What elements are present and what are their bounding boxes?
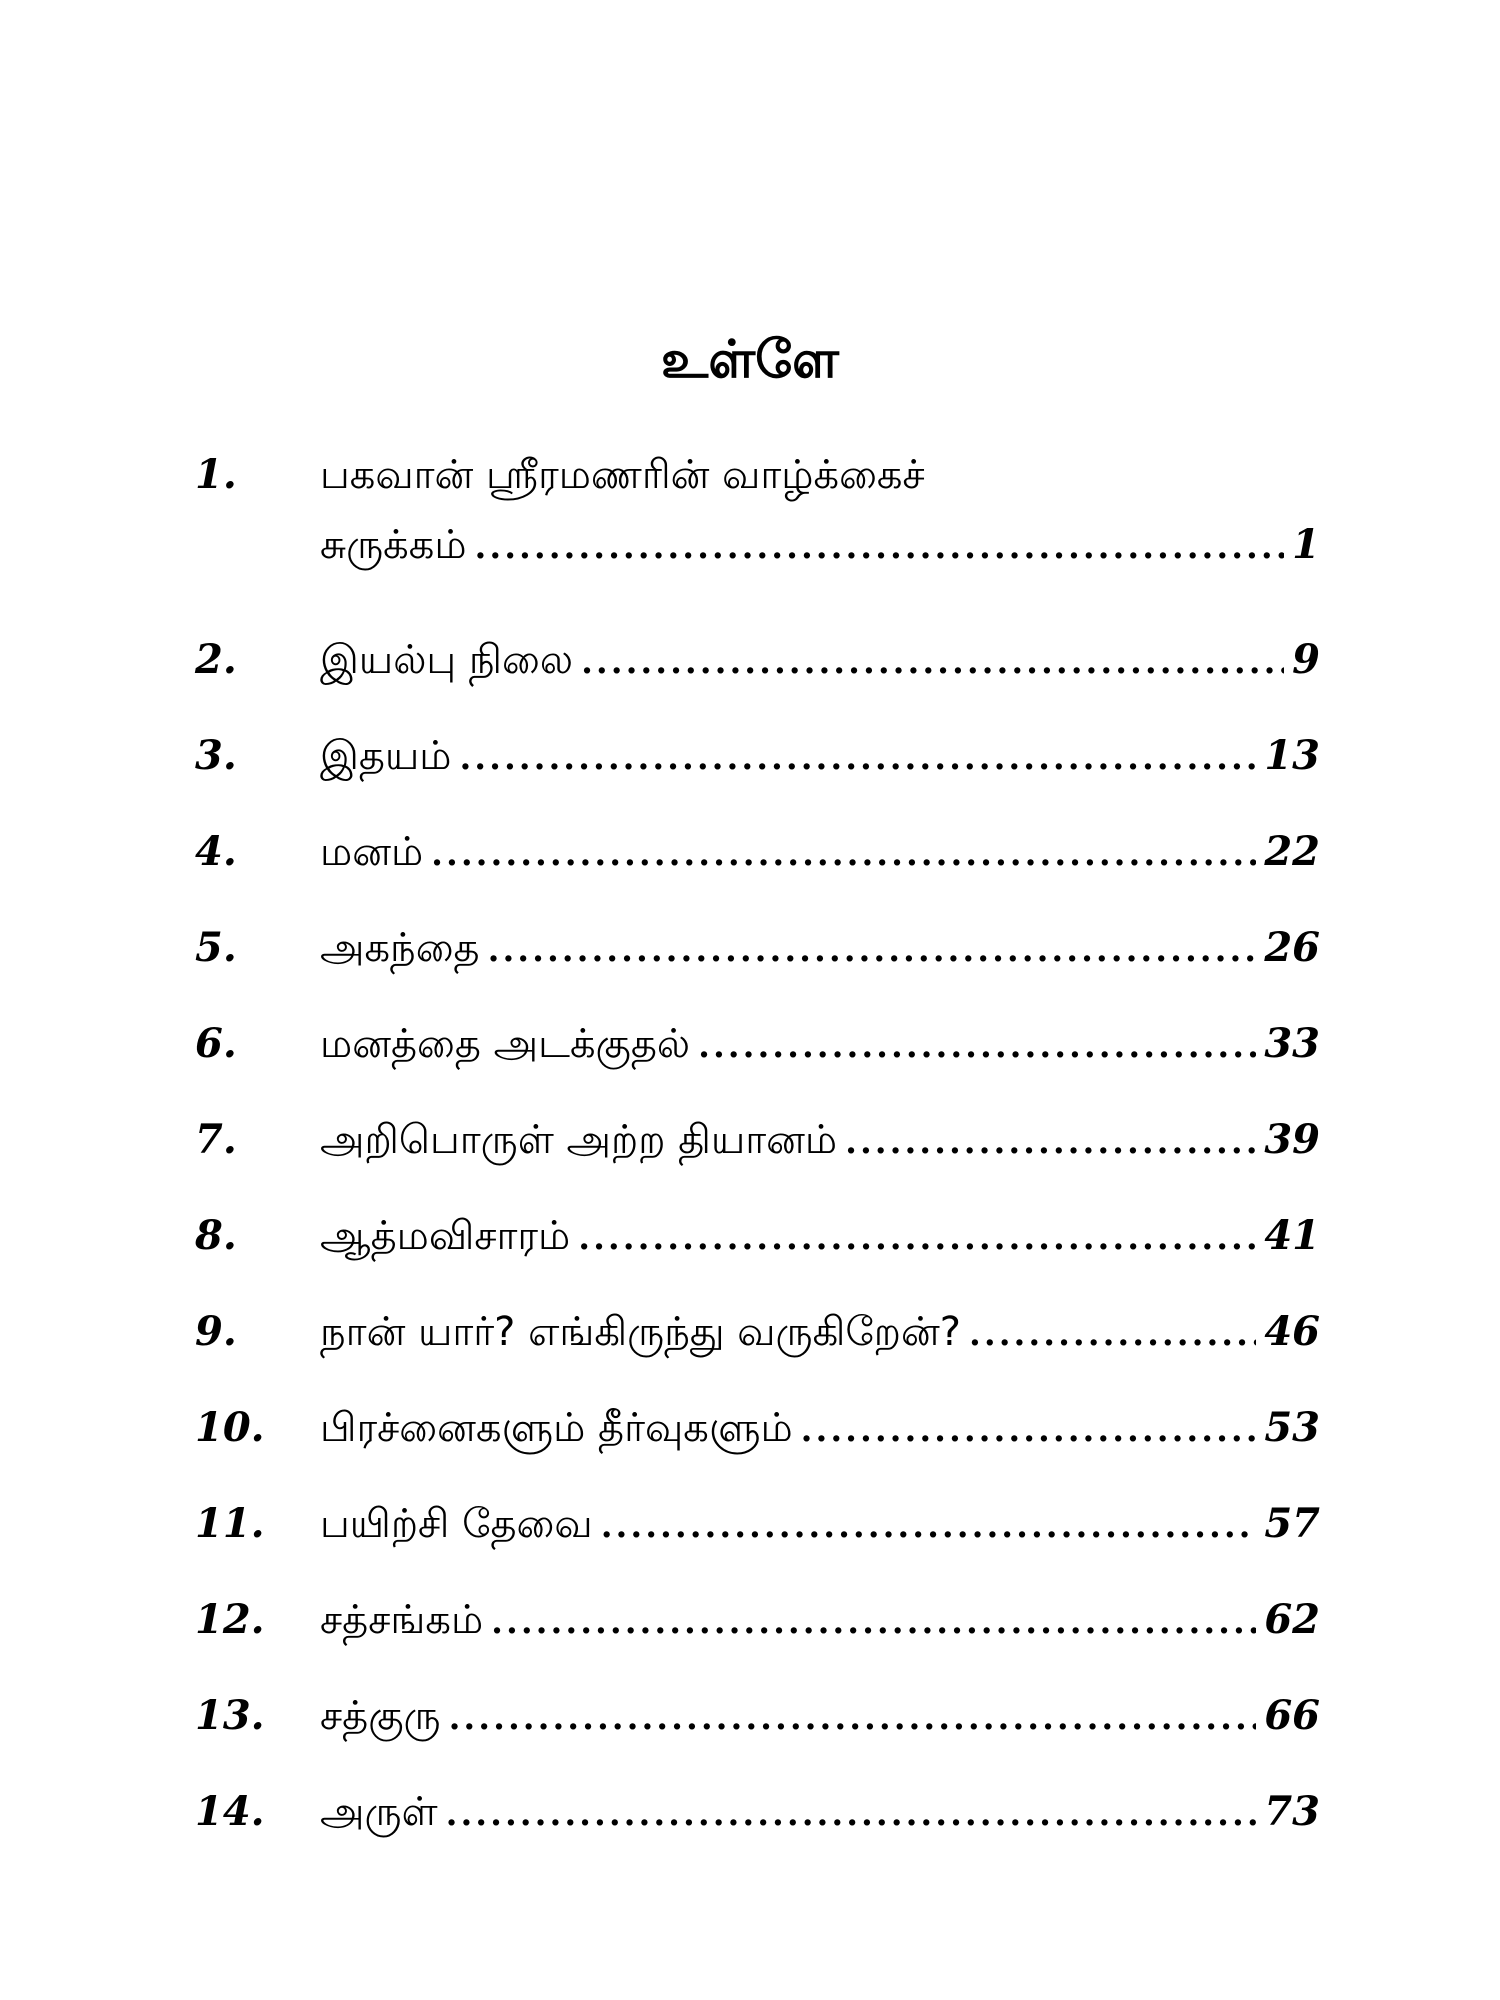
entry-title: அறிபொருள் அற்ற தியானம் [320, 1117, 838, 1163]
leader-dots [475, 517, 1285, 577]
page-number: 66 [1264, 1692, 1320, 1739]
entry-number: 11. [195, 1500, 265, 1547]
page-number: 33 [1264, 1020, 1320, 1067]
page-number: 22 [1264, 828, 1320, 875]
entry-number: 4. [195, 828, 237, 875]
entry-title: இயல்பு நிலை [320, 637, 574, 683]
leader-dots [581, 632, 1284, 692]
entry-number: 9. [195, 1308, 237, 1355]
entry-number: 1. [195, 451, 237, 498]
entry-number: 12. [195, 1596, 265, 1643]
leader-dots [578, 1208, 1256, 1268]
entry-title: அகந்தை [320, 925, 480, 971]
leader-dots [459, 728, 1256, 788]
page-number: 1 [1292, 521, 1320, 568]
page-number: 9 [1292, 636, 1320, 683]
leader-dots [801, 1400, 1257, 1460]
page-number: 46 [1264, 1308, 1320, 1355]
page-number: 53 [1264, 1404, 1320, 1451]
page-number: 62 [1264, 1596, 1320, 1643]
entry-title: சத்சங்கம் [320, 1597, 484, 1643]
entry-number: 5. [195, 924, 237, 971]
entry-number: 2. [195, 636, 237, 683]
page-title: உள்ளே [661, 330, 839, 390]
entry-number: 10. [195, 1404, 265, 1451]
leader-dots [446, 1784, 1257, 1844]
entry-title: பயிற்சி தேவை [320, 1501, 593, 1547]
entry-title: சுருக்கம் [320, 522, 467, 568]
page-number: 39 [1264, 1116, 1320, 1163]
entry-number: 8. [195, 1212, 237, 1259]
entry-title: சத்குரு [320, 1693, 441, 1739]
entry-number: 14. [195, 1788, 265, 1835]
leader-dots [698, 1016, 1256, 1076]
leader-dots [969, 1304, 1256, 1364]
entry-title: இதயம் [320, 733, 452, 779]
entry-number: 7. [195, 1116, 237, 1163]
entry-number: 13. [195, 1692, 265, 1739]
entry-title: மனத்தை அடக்குதல் [320, 1021, 691, 1067]
leader-dots [601, 1496, 1257, 1556]
entry-title: மனம் [320, 829, 424, 875]
leader-dots [431, 824, 1256, 884]
leader-dots [845, 1112, 1256, 1172]
page-number: 41 [1264, 1212, 1320, 1259]
page-number: 13 [1264, 732, 1320, 779]
entry-title-line1: பகவான் ஸ்ரீரமணரின் வாழ்க்கைச் [320, 452, 925, 498]
leader-dots [491, 1592, 1256, 1652]
entry-number: 6. [195, 1020, 237, 1067]
page-number: 73 [1264, 1788, 1320, 1835]
page-number: 26 [1264, 924, 1320, 971]
entry-title: ஆத்மவிசாரம் [320, 1213, 571, 1259]
entry-title: பிரச்னைகளும் தீர்வுகளும் [320, 1405, 793, 1451]
leader-dots [488, 920, 1257, 980]
entry-number: 3. [195, 732, 237, 779]
page-number: 57 [1264, 1500, 1320, 1547]
leader-dots [449, 1688, 1257, 1748]
entry-title: நான் யார்? எங்கிருந்து வருகிறேன்? [320, 1309, 962, 1355]
entry-title: அருள் [320, 1789, 438, 1835]
